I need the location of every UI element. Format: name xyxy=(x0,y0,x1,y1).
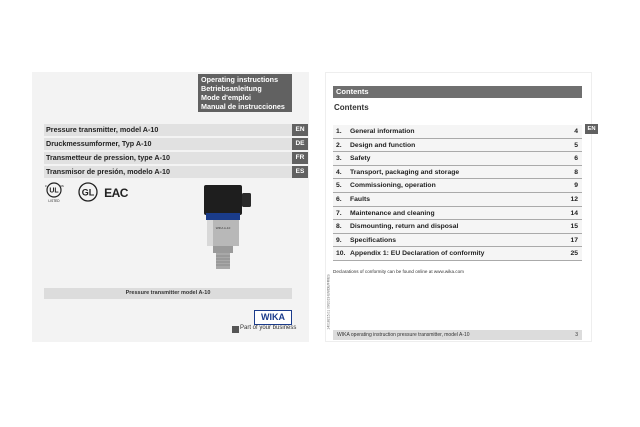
toc-page: 17 xyxy=(570,236,578,244)
toc-page: 15 xyxy=(570,223,578,231)
title-row-en xyxy=(44,124,308,136)
toc-num: 6. xyxy=(336,195,342,203)
title-text: Transmisor de presión, modelo A-10 xyxy=(46,167,170,176)
toc-label: Faults xyxy=(350,195,371,203)
toc-label: Design and function xyxy=(350,141,416,149)
gl-text: GL xyxy=(81,187,95,198)
tagline: Part of your business xyxy=(240,325,297,331)
toc-page: 14 xyxy=(570,209,578,217)
lang-tab-de[interactable]: DE xyxy=(292,138,308,150)
footer-text: WIKA operating instruction pressure transmitter, model A-10 xyxy=(337,332,470,338)
toc-label: Appendix 1: EU Declaration of conformity xyxy=(350,250,485,258)
side-code-text: 14018215.01 09/2019 EN/DE/FR/ES xyxy=(326,274,331,330)
toc-row[interactable] xyxy=(333,152,582,166)
lang-tab-en-right[interactable]: EN xyxy=(585,124,598,134)
declaration-note: Declarations of conformity can be found online at www.wika.com xyxy=(333,269,464,274)
toc-page: 12 xyxy=(570,195,578,203)
toc-label: Safety xyxy=(350,155,371,163)
op-line-de: Betriebsanleitung xyxy=(201,84,262,93)
eac-icon xyxy=(104,180,128,204)
side-document-code xyxy=(325,275,331,335)
toc-label: Commissioning, operation xyxy=(350,182,436,190)
toc-label: Maintenance and cleaning xyxy=(350,209,435,217)
operating-instructions-box xyxy=(198,74,292,112)
toc-label: Transport, packaging and storage xyxy=(350,168,460,176)
title-text: Druckmessumformer, Typ A-10 xyxy=(46,139,152,148)
toc-label: Dismounting, return and disposal xyxy=(350,223,459,231)
op-line-en: Operating instructions xyxy=(201,75,279,84)
toc-num: 9. xyxy=(336,236,342,244)
op-line-es: Manual de instrucciones xyxy=(201,102,285,111)
toc-num: 10. xyxy=(336,250,346,258)
footer-bar xyxy=(333,330,582,340)
toc-page: 8 xyxy=(574,168,578,176)
lang-tab-en[interactable]: EN xyxy=(292,124,308,136)
toc-page: 5 xyxy=(574,141,578,149)
toc-num: 2. xyxy=(336,141,342,149)
contents-header-bar: Contents xyxy=(333,86,582,98)
ul-mark: UL xyxy=(49,187,59,195)
toc-label: General information xyxy=(350,128,415,135)
toc-row[interactable] xyxy=(333,220,582,234)
eac-text: EAC xyxy=(104,186,128,200)
toc-page: 9 xyxy=(574,182,578,190)
title-row-es xyxy=(44,166,308,178)
ul-us: us xyxy=(60,184,64,188)
toc-page: 4 xyxy=(574,128,578,135)
product-label: WIKA A-10 xyxy=(215,226,231,230)
tagline-square-icon xyxy=(232,326,239,333)
toc-label: Specifications xyxy=(350,236,397,244)
toc-row[interactable] xyxy=(333,166,582,180)
title-row-de xyxy=(44,138,308,150)
pressure-transmitter-image xyxy=(196,183,254,275)
toc-row[interactable] xyxy=(333,247,582,261)
title-row-fr xyxy=(44,152,308,164)
title-text: Transmetteur de pression, type A-10 xyxy=(46,153,170,162)
wika-logo: WIKA xyxy=(254,310,292,325)
toc-row[interactable] xyxy=(333,207,582,221)
toc-num: 4. xyxy=(336,168,342,176)
toc-row[interactable] xyxy=(333,193,582,207)
caption-bar: Pressure transmitter model A-10 xyxy=(44,288,292,299)
contents-subheading: Contents xyxy=(334,103,369,112)
toc-row[interactable] xyxy=(333,139,582,153)
toc-row[interactable] xyxy=(333,234,582,248)
toc-page: 6 xyxy=(574,155,578,163)
lang-tab-es[interactable]: ES xyxy=(292,166,308,178)
ul-listed-icon xyxy=(44,180,64,204)
gl-icon xyxy=(76,180,100,204)
toc-num: 5. xyxy=(336,182,342,190)
toc-row[interactable] xyxy=(333,125,582,139)
ul-c: c xyxy=(45,184,47,188)
toc-num: 3. xyxy=(336,155,342,163)
toc-row[interactable] xyxy=(333,179,582,193)
toc-num: 7. xyxy=(336,209,342,217)
toc-page: 25 xyxy=(570,250,578,258)
op-line-fr: Mode d'emploi xyxy=(201,93,252,102)
title-text: Pressure transmitter, model A-10 xyxy=(46,125,159,134)
table-of-contents xyxy=(333,125,582,261)
toc-num: 8. xyxy=(336,223,342,231)
lang-tab-fr[interactable]: FR xyxy=(292,152,308,164)
toc-num: 1. xyxy=(336,128,342,135)
left-page xyxy=(32,72,309,342)
ul-listed: LISTED xyxy=(48,199,60,203)
footer-page-number: 3 xyxy=(575,332,578,338)
